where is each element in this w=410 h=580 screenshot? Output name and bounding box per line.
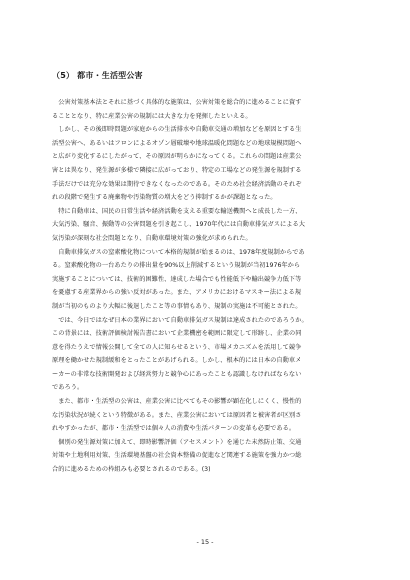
text-line: であろう。 [52,384,84,392]
text-line: 害とは異なり、発生源が多様で隣接に広がっており、特定の工場などの発生源を規制する [52,166,302,174]
text-line: 大気汚染、騒音、振動等の公害問題を引き起こし、1970年代には自動車排気ガスによる大 [52,221,305,229]
text-line: 公害対策基本法とそれに基づく具体的な施策は、公害対策を総合的に進めることに資す [52,99,302,106]
text-line: れやすかったが、都市・生活型では個々人の消費や生活パターンの変革も必要である。 [52,425,296,433]
text-line: 意を得たうえで情報公開して全ての人に知らせるという、市場メカニズムを活用して競争 [52,343,302,351]
text-line: この背景には、技術評価検討報告書において企業機密を範囲に限定して形跡し、企業の同 [52,330,302,338]
text-line: また、都市・生活型の公害は、産業公害に比べてもその影響が顕在化しにくく、慢性的 [52,398,302,406]
page-number: - 15 - [196,538,214,546]
section-heading: （5） 都市・生活型公害 [52,71,143,80]
text-line: 気汚染が深刻な社会問題となり、自動車環境対策の強化が求められた。 [52,234,252,242]
text-line: 特に自動車は、国民の日常生活や経済活動を支える重要な輸送機関へと成長した一方、 [52,207,302,215]
text-line: では、今日ではなぜ日本の業界において自動車排気ガス規制は達成されたのであろうか。 [52,316,308,324]
text-line: る。窒素酸化物の一台あたりの排出量を90%以上削減するという規制が当初1976年から [52,262,301,270]
text-line: 自動車排気ガスの窒素酸化物について本格的規制が始まるのは、1978年度規制からであ [52,248,305,256]
text-line: ることとなり、特に産業公害の規制には大きな力を発揮したといえる。 [52,112,252,120]
text-line: 個別の発生源対策に加えて、即時影響評価（アセスメント）を通じた未然防止策、交通 [52,438,302,446]
text-line: な汚染状況が続くという特徴がある。また、産業公害においては原因者と被害者が区別さ [52,411,302,419]
text-line: 対策や土地利用対策、生活環境基盤の社会資本整備の促進など関連する施策を強力かつ総 [52,452,302,460]
text-line: 手法だけでは充分な効果は期待できなくなったのである。そのため社会経済活動のそれぞ [52,180,302,188]
text-line: を憂慮する産業界からの強い反対があった。また、アメリカにおけるマスキー法による規 [52,289,302,297]
text-line: れの段階で発生する廃棄物や汚染物質の増大をどう抑制するかが課題となった。 [52,194,277,202]
text-line: と広がり変化するにしたがって、その原因が明らかになってくる。これらの問題は産業公 [52,153,302,161]
text-line: 実施することについては、技術的困難性、達成した場合でも性能低下や輸出競争力低下等 [52,275,302,283]
text-line: 活型公害へ、あるいはフロンによるオゾン層破壊や地球温暖化問題などの地球規模問題へ [52,139,302,147]
text-line: 原理を働かせた規制緩和をとったことがあげられる。しかし、根本的には日本の自動車メ [52,357,302,365]
text-line: 制が当初のものより大幅に後退したこと等の事情もあり、規制の実施は不可能とされた。 [52,302,302,310]
text-line: 合的に進めるための枠組みも必要とされるのである。(3) [52,466,211,474]
text-line: しかし、その後即時問題が家庭からの生活排水や自動車交通の増加などを原因とする生 [52,126,302,134]
body-text [52,96,360,477]
text-line: ーカーの非常な技術開発および経営努力と競争心にあったことも認識しなければならない [52,370,302,378]
